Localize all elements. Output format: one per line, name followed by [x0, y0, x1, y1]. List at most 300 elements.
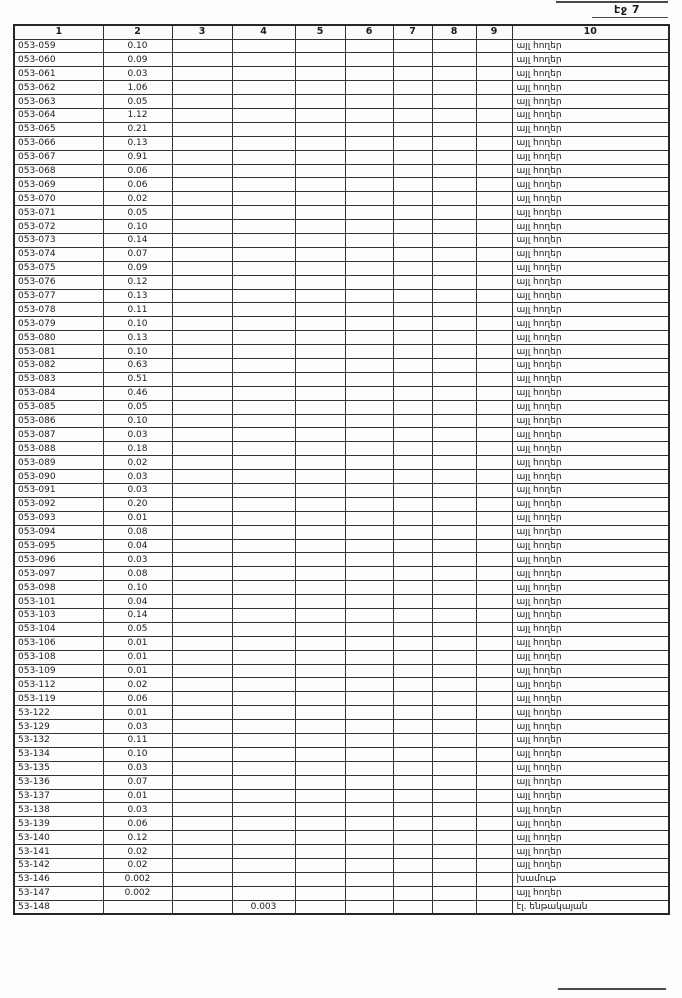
cell-empty — [172, 525, 232, 539]
cell-empty — [432, 317, 476, 331]
table-row — [14, 206, 669, 220]
cell-empty — [432, 845, 476, 859]
table-row — [14, 289, 669, 303]
cell-empty — [345, 81, 393, 95]
cell-empty — [295, 636, 345, 650]
table-row — [14, 497, 669, 511]
cell-empty — [345, 886, 393, 900]
cell-empty — [345, 817, 393, 831]
cell-empty — [345, 67, 393, 81]
cell-empty — [476, 553, 512, 567]
cell-empty — [295, 859, 345, 873]
cell-empty — [476, 539, 512, 553]
cell-empty — [432, 664, 476, 678]
column-header: 8 — [432, 25, 476, 39]
cell-empty — [295, 553, 345, 567]
cell-empty — [393, 511, 432, 525]
table-row — [14, 233, 669, 247]
cell-empty — [345, 692, 393, 706]
cell-empty — [172, 609, 232, 623]
cell-land-type: այլ հողեր — [512, 484, 669, 498]
cell-area-col4 — [232, 692, 295, 706]
table-row — [14, 303, 669, 317]
cell-empty — [345, 358, 393, 372]
cell-empty — [432, 108, 476, 122]
cell-empty — [172, 470, 232, 484]
cell-empty — [432, 525, 476, 539]
cell-empty — [172, 358, 232, 372]
cell-area: 0.14 — [103, 609, 172, 623]
cell-parcel-code: 053-109 — [14, 664, 103, 678]
cell-empty — [345, 456, 393, 470]
column-header: 6 — [345, 25, 393, 39]
cell-empty — [393, 67, 432, 81]
cell-land-type: այլ հողեր — [512, 289, 669, 303]
cell-empty — [476, 206, 512, 220]
cell-empty — [393, 470, 432, 484]
cell-empty — [172, 747, 232, 761]
table-row — [14, 817, 669, 831]
cell-area: 0.10 — [103, 414, 172, 428]
cell-parcel-code: 53-136 — [14, 775, 103, 789]
cell-area: 0.51 — [103, 372, 172, 386]
cell-empty — [295, 345, 345, 359]
cell-area: 0.01 — [103, 789, 172, 803]
cell-empty — [172, 831, 232, 845]
cell-empty — [295, 789, 345, 803]
cell-area-col4 — [232, 164, 295, 178]
cell-parcel-code: 053-092 — [14, 497, 103, 511]
cell-empty — [432, 692, 476, 706]
cell-empty — [393, 456, 432, 470]
cell-empty — [172, 678, 232, 692]
cell-parcel-code: 053-070 — [14, 192, 103, 206]
cell-empty — [295, 358, 345, 372]
cell-empty — [172, 428, 232, 442]
cell-land-type: այլ հողեր — [512, 261, 669, 275]
cell-empty — [345, 859, 393, 873]
cell-parcel-code: 53-147 — [14, 886, 103, 900]
cell-empty — [393, 831, 432, 845]
cell-empty — [295, 595, 345, 609]
cell-empty — [476, 886, 512, 900]
cell-empty — [345, 845, 393, 859]
cell-area: 0.09 — [103, 53, 172, 67]
cell-area-col4 — [232, 108, 295, 122]
cell-land-type: խամութ — [512, 872, 669, 886]
cell-empty — [393, 136, 432, 150]
cell-empty — [432, 636, 476, 650]
cell-area-col4 — [232, 39, 295, 53]
cell-empty — [345, 525, 393, 539]
cell-empty — [476, 81, 512, 95]
cell-empty — [172, 289, 232, 303]
cell-area: 0.06 — [103, 692, 172, 706]
cell-empty — [345, 428, 393, 442]
cell-empty — [172, 400, 232, 414]
cell-empty — [393, 108, 432, 122]
cell-land-type: այլ հողեր — [512, 220, 669, 234]
cell-empty — [295, 775, 345, 789]
cell-area-col4 — [232, 456, 295, 470]
cell-empty — [476, 122, 512, 136]
cell-area-col4 — [232, 609, 295, 623]
cell-empty — [476, 900, 512, 914]
cell-area: 0.01 — [103, 706, 172, 720]
cell-empty — [345, 206, 393, 220]
cell-area: 0.01 — [103, 636, 172, 650]
cell-empty — [172, 775, 232, 789]
cell-empty — [432, 233, 476, 247]
cell-empty — [295, 400, 345, 414]
scan-artifact — [558, 988, 666, 990]
cell-empty — [393, 900, 432, 914]
cell-land-type: այլ հողեր — [512, 358, 669, 372]
cell-empty — [393, 95, 432, 109]
cell-empty — [432, 497, 476, 511]
cell-parcel-code: 053-098 — [14, 581, 103, 595]
table-row — [14, 414, 669, 428]
cell-area-col4 — [232, 567, 295, 581]
cell-land-type: այլ հողեր — [512, 442, 669, 456]
cell-empty — [393, 372, 432, 386]
cell-parcel-code: 053-119 — [14, 692, 103, 706]
cell-empty — [172, 331, 232, 345]
cell-empty — [432, 775, 476, 789]
cell-empty — [295, 456, 345, 470]
cell-area-col4 — [232, 317, 295, 331]
cell-parcel-code: 053-095 — [14, 539, 103, 553]
cell-empty — [476, 692, 512, 706]
cell-area-col4 — [232, 192, 295, 206]
cell-empty — [295, 164, 345, 178]
cell-parcel-code: 053-064 — [14, 108, 103, 122]
table-row — [14, 789, 669, 803]
cell-empty — [295, 331, 345, 345]
cell-parcel-code: 53-142 — [14, 859, 103, 873]
cell-area-col4 — [232, 831, 295, 845]
cell-empty — [393, 872, 432, 886]
cell-empty — [393, 400, 432, 414]
cell-empty — [393, 39, 432, 53]
table-row — [14, 886, 669, 900]
cell-empty — [393, 414, 432, 428]
cell-parcel-code: 053-081 — [14, 345, 103, 359]
cell-empty — [432, 442, 476, 456]
cell-empty — [345, 622, 393, 636]
cell-empty — [295, 539, 345, 553]
table-row — [14, 81, 669, 95]
cell-empty — [172, 845, 232, 859]
cell-empty — [476, 220, 512, 234]
cell-empty — [345, 470, 393, 484]
cell-empty — [476, 859, 512, 873]
cell-empty — [432, 470, 476, 484]
cell-empty — [172, 261, 232, 275]
cell-empty — [345, 247, 393, 261]
table-row — [14, 581, 669, 595]
cell-empty — [393, 636, 432, 650]
cell-land-type: այլ հողեր — [512, 636, 669, 650]
cell-parcel-code: 53-137 — [14, 789, 103, 803]
cell-empty — [432, 581, 476, 595]
cell-land-type: այլ հողեր — [512, 275, 669, 289]
cell-empty — [172, 220, 232, 234]
cell-area-col4 — [232, 859, 295, 873]
table-row — [14, 456, 669, 470]
cell-empty — [295, 136, 345, 150]
cell-empty — [476, 414, 512, 428]
cell-empty — [295, 372, 345, 386]
cell-parcel-code: 53-129 — [14, 720, 103, 734]
cell-empty — [295, 650, 345, 664]
cell-land-type: այլ հողեր — [512, 108, 669, 122]
cell-empty — [432, 609, 476, 623]
cell-empty — [345, 650, 393, 664]
cell-land-type: այլ հողեր — [512, 192, 669, 206]
cell-empty — [432, 247, 476, 261]
cell-empty — [432, 484, 476, 498]
cell-area-col4 — [232, 747, 295, 761]
cell-empty — [295, 275, 345, 289]
cell-land-type: այլ հողեր — [512, 567, 669, 581]
cell-parcel-code: 053-068 — [14, 164, 103, 178]
cell-empty — [432, 595, 476, 609]
cell-area: 0.03 — [103, 470, 172, 484]
cell-area-col4 — [232, 553, 295, 567]
cell-empty — [393, 789, 432, 803]
cell-empty — [476, 261, 512, 275]
scan-artifact — [592, 17, 668, 18]
cell-empty — [345, 539, 393, 553]
table-row — [14, 442, 669, 456]
cell-area-col4 — [232, 622, 295, 636]
cell-area: 0.05 — [103, 206, 172, 220]
table-row — [14, 470, 669, 484]
cell-empty — [393, 817, 432, 831]
cell-empty — [295, 67, 345, 81]
cell-empty — [172, 247, 232, 261]
cell-empty — [432, 206, 476, 220]
cell-empty — [172, 442, 232, 456]
cell-area: 0.06 — [103, 817, 172, 831]
cell-area: 0.02 — [103, 678, 172, 692]
cell-area: 0.11 — [103, 303, 172, 317]
cell-empty — [393, 775, 432, 789]
cell-area: 0.10 — [103, 317, 172, 331]
cell-empty — [476, 511, 512, 525]
cell-empty — [393, 845, 432, 859]
cell-area-col4 — [232, 636, 295, 650]
cell-empty — [476, 622, 512, 636]
cell-land-type: այլ հողեր — [512, 775, 669, 789]
cell-empty — [393, 761, 432, 775]
cell-empty — [172, 164, 232, 178]
cell-parcel-code: 053-073 — [14, 233, 103, 247]
table-row — [14, 609, 669, 623]
table-row — [14, 525, 669, 539]
cell-empty — [172, 817, 232, 831]
cell-parcel-code: 53-141 — [14, 845, 103, 859]
scan-artifact — [556, 1, 668, 3]
cell-area: 0.10 — [103, 220, 172, 234]
cell-empty — [295, 386, 345, 400]
cell-empty — [345, 747, 393, 761]
cell-parcel-code: 053-066 — [14, 136, 103, 150]
cell-empty — [476, 150, 512, 164]
cell-area-col4 — [232, 442, 295, 456]
cell-area-col4 — [232, 664, 295, 678]
cell-empty — [393, 192, 432, 206]
cell-land-type: այլ հողեր — [512, 428, 669, 442]
cell-parcel-code: 053-076 — [14, 275, 103, 289]
cell-area: 0.10 — [103, 581, 172, 595]
cell-empty — [295, 122, 345, 136]
cell-empty — [432, 345, 476, 359]
cell-land-type: այլ հողեր — [512, 678, 669, 692]
cell-area-col4 — [232, 372, 295, 386]
cell-empty — [476, 95, 512, 109]
cell-empty — [345, 775, 393, 789]
cell-empty — [172, 650, 232, 664]
cell-empty — [345, 39, 393, 53]
cell-empty — [432, 831, 476, 845]
table-row — [14, 53, 669, 67]
cell-area-col4 — [232, 303, 295, 317]
table-row — [14, 331, 669, 345]
cell-empty — [393, 747, 432, 761]
cell-parcel-code: 053-062 — [14, 81, 103, 95]
cell-parcel-code: 53-135 — [14, 761, 103, 775]
cell-empty — [476, 497, 512, 511]
cell-empty — [432, 331, 476, 345]
cell-land-type: այլ հողեր — [512, 150, 669, 164]
cell-area-col4 — [232, 872, 295, 886]
cell-parcel-code: 053-067 — [14, 150, 103, 164]
cell-area: 1.12 — [103, 108, 172, 122]
cell-empty — [432, 678, 476, 692]
table-row — [14, 622, 669, 636]
cell-empty — [393, 553, 432, 567]
cell-area: 0.18 — [103, 442, 172, 456]
cell-area-col4 — [232, 386, 295, 400]
cell-parcel-code: 053-093 — [14, 511, 103, 525]
cell-empty — [476, 386, 512, 400]
cell-empty — [476, 609, 512, 623]
cell-parcel-code: 053-104 — [14, 622, 103, 636]
cell-empty — [172, 886, 232, 900]
cell-empty — [345, 497, 393, 511]
cell-empty — [295, 233, 345, 247]
cell-empty — [345, 789, 393, 803]
cell-empty — [172, 192, 232, 206]
cell-empty — [172, 108, 232, 122]
cell-empty — [476, 845, 512, 859]
cell-empty — [393, 859, 432, 873]
cell-empty — [172, 345, 232, 359]
cell-empty — [172, 622, 232, 636]
cell-empty — [295, 831, 345, 845]
cell-empty — [476, 456, 512, 470]
cell-land-type: այլ հողեր — [512, 414, 669, 428]
cell-parcel-code: 053-085 — [14, 400, 103, 414]
cell-empty — [172, 67, 232, 81]
cell-empty — [172, 761, 232, 775]
cell-area: 0.13 — [103, 289, 172, 303]
cell-empty — [432, 39, 476, 53]
table-row — [14, 845, 669, 859]
cell-empty — [345, 220, 393, 234]
cell-empty — [432, 859, 476, 873]
cell-empty — [393, 81, 432, 95]
cell-land-type: այլ հողեր — [512, 122, 669, 136]
cell-empty — [345, 900, 393, 914]
table-row — [14, 636, 669, 650]
cell-parcel-code: 053-089 — [14, 456, 103, 470]
table-row — [14, 220, 669, 234]
cell-empty — [295, 664, 345, 678]
cell-empty — [476, 289, 512, 303]
cell-empty — [476, 484, 512, 498]
cell-land-type: այլ հողեր — [512, 233, 669, 247]
cell-empty — [295, 734, 345, 748]
cell-area: 0.06 — [103, 164, 172, 178]
cell-empty — [345, 595, 393, 609]
table-row — [14, 803, 669, 817]
cell-area-col4 — [232, 497, 295, 511]
cell-empty — [393, 233, 432, 247]
cell-empty — [295, 289, 345, 303]
cell-empty — [172, 386, 232, 400]
cell-land-type: այլ հողեր — [512, 581, 669, 595]
cell-empty — [345, 400, 393, 414]
cell-empty — [172, 178, 232, 192]
cell-land-type: այլ հողեր — [512, 650, 669, 664]
cell-empty — [476, 664, 512, 678]
cell-land-type: այլ հողեր — [512, 67, 669, 81]
cell-area: 0.08 — [103, 567, 172, 581]
cell-area: 0.05 — [103, 622, 172, 636]
table-row — [14, 775, 669, 789]
cell-empty — [393, 497, 432, 511]
cell-empty — [295, 511, 345, 525]
cell-empty — [432, 872, 476, 886]
cell-empty — [393, 609, 432, 623]
cell-empty — [432, 817, 476, 831]
cell-empty — [476, 525, 512, 539]
cell-land-type: այլ հողեր — [512, 845, 669, 859]
cell-empty — [393, 720, 432, 734]
cell-empty — [295, 567, 345, 581]
cell-empty — [393, 53, 432, 67]
cell-area: 0.10 — [103, 345, 172, 359]
cell-empty — [295, 525, 345, 539]
cell-land-type: էլ. ենթակայան — [512, 900, 669, 914]
table-row — [14, 900, 669, 914]
cell-land-type: այլ հողեր — [512, 331, 669, 345]
cell-empty — [432, 261, 476, 275]
cell-empty — [476, 595, 512, 609]
table-row — [14, 831, 669, 845]
cell-empty — [476, 650, 512, 664]
cell-empty — [393, 622, 432, 636]
cell-area-col4 — [232, 247, 295, 261]
cell-empty — [476, 872, 512, 886]
cell-parcel-code: 53-138 — [14, 803, 103, 817]
cell-empty — [432, 164, 476, 178]
cell-area-col4 — [232, 122, 295, 136]
cell-empty — [432, 706, 476, 720]
